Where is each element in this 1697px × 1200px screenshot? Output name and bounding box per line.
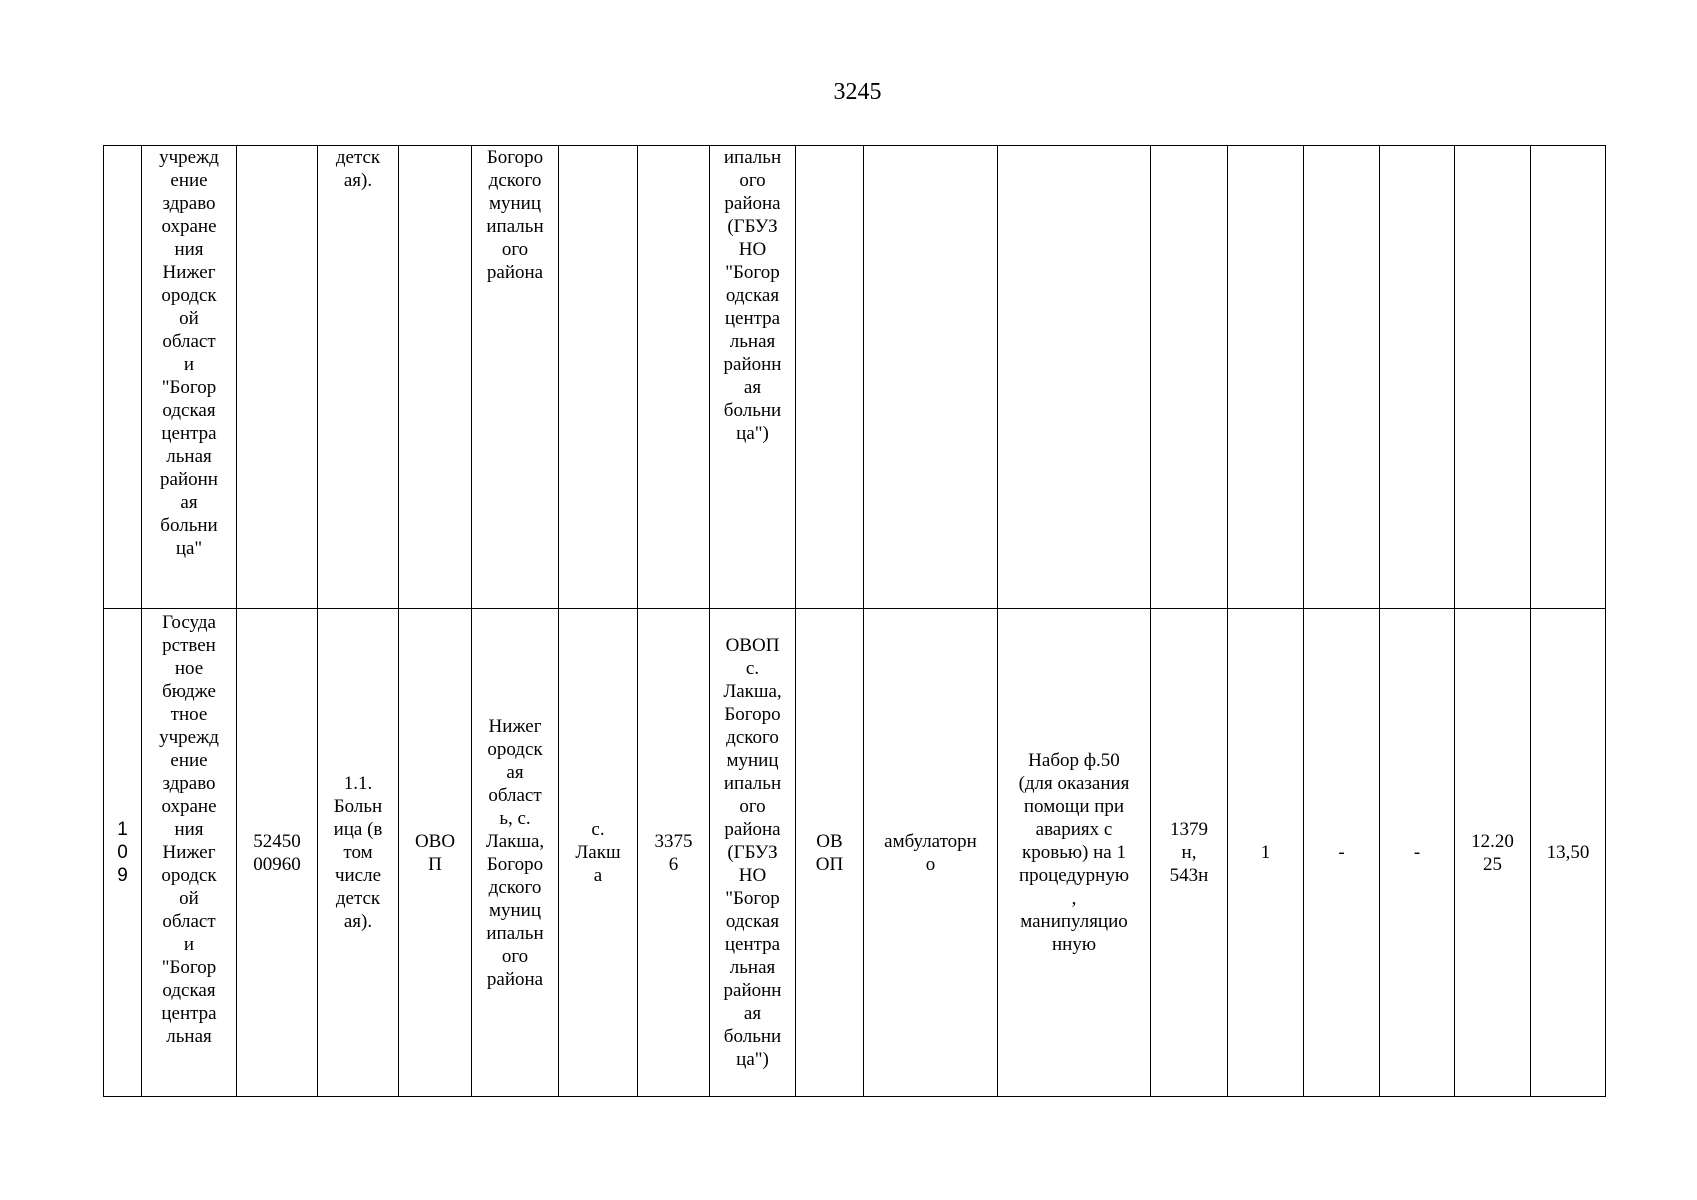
cell-locality: с. Лакш а [559, 609, 638, 1097]
cell-organization [142, 609, 237, 1097]
cell-amount [1531, 146, 1606, 609]
cell-col-16 [1380, 146, 1455, 609]
cell-address: Нижег ородск ая област ь, с. Лакша, Богоро дского муниц ипальн ого района [472, 609, 559, 1097]
cell-unit-short [796, 146, 864, 609]
cell-code: 52450 00960 [237, 609, 318, 1097]
cell-code [237, 146, 318, 609]
cell-unit [399, 146, 472, 609]
cell-date [1455, 146, 1531, 609]
cell-date: 12.20 25 [1455, 609, 1531, 1097]
table-row [104, 609, 1606, 1097]
cell-quantity [1228, 146, 1304, 609]
cell-organization-text: Госуда рствен ное бюдже тное учрежд ение здраво охране ния Нижег ородск ой област и "Богор одская центра льная [159, 612, 219, 1047]
cell-facility-type: 1.1. Больн ица (в том числе детск ая). [318, 609, 399, 1097]
cell-address: Богоро дского муниц ипальн ого района [472, 146, 559, 609]
cell-equipment: Набор ф.50 (для оказания помощи при авариях с кровью) на 1 процедурную , манипуляцио нную [998, 609, 1151, 1097]
cell-id [638, 146, 710, 609]
cell-id: 3375 6 [638, 609, 710, 1097]
cell-subdivision: ипальн ого района (ГБУЗ НО "Богор одская центра льная районн ая больни ца") [710, 146, 796, 609]
cell-unit: ОВО П [399, 609, 472, 1097]
cell-subdivision: ОВОП с. Лакша, Богоро дского муниц ипальн ого района (ГБУЗ НО "Богор одская центра льная районн ая больни ца") [710, 609, 796, 1097]
cell-number: 1 0 9 [104, 609, 142, 1097]
cell-quantity: 1 [1228, 609, 1304, 1097]
cell-col-15: - [1304, 609, 1380, 1097]
document-table [103, 145, 1606, 1097]
cell-organization: учрежд ение здраво охране ния Нижег ородск ой област и "Богор одская центра льная районн ая больни ца" [142, 146, 237, 609]
cell-amount: 13,50 [1531, 609, 1606, 1097]
cell-locality [559, 146, 638, 609]
cell-col-15 [1304, 146, 1380, 609]
cell-order: 1379 н, 543н [1151, 609, 1228, 1097]
cell-equipment [998, 146, 1151, 609]
cell-care-condition [864, 146, 998, 609]
page-number: 3245 [833, 79, 882, 105]
cell-care-condition: амбулаторн о [864, 609, 998, 1097]
table-row [104, 146, 1606, 609]
cell-facility-type: детск ая). [318, 146, 399, 609]
cell-unit-short: ОВ ОП [796, 609, 864, 1097]
cell-order [1151, 146, 1228, 609]
cell-col-16: - [1380, 609, 1455, 1097]
cell-number [104, 146, 142, 609]
